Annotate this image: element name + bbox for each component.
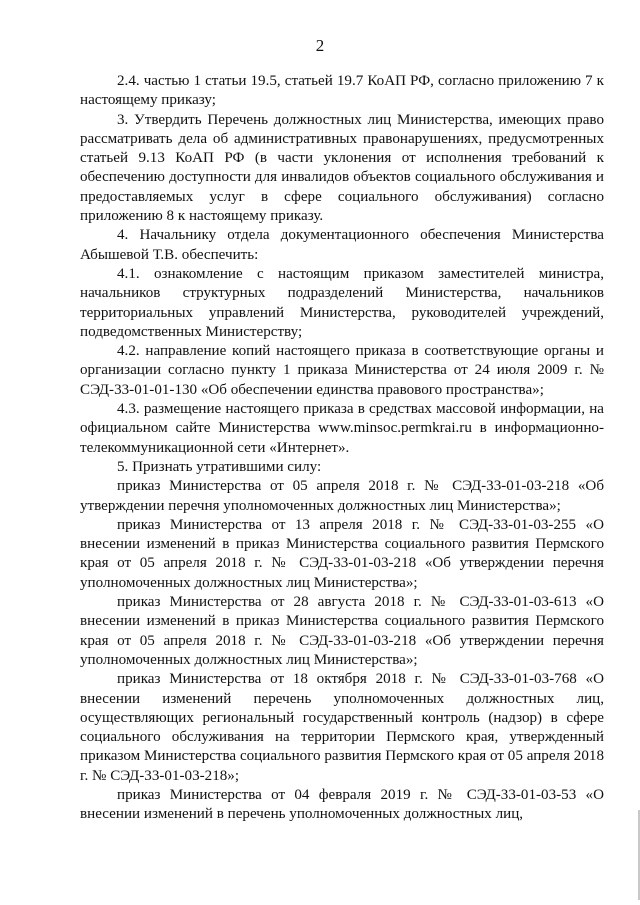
paragraph-4-1: 4.1. ознакомление с настоящим приказом заместителей министра, начальников структурных подразделений Министерства, начальников территориальных управлений Министерства, руководителей учреждений, подведомственных Министерству; (80, 265, 604, 340)
paragraph-5: 5. Признать утратившими силу: (117, 458, 322, 475)
paragraph-4-3: 4.3. размещение настоящего приказа в средствах массовой информации, на официальном сайте Министерства www.minsoc.permkrai.ru в информационно-телекоммуникационной сети «Интернет». (80, 401, 604, 456)
paragraph-4-2: 4.2. направление копий настоящего приказа в соответствующие органы и организации согласно пункту 1 приказа Министерства от 24 июля 2009 г. № СЭД-33-01-01-130 «Об обеспечении единства правового пространства»; (80, 343, 604, 398)
paragraph-2-4: 2.4. частью 1 статьи 19.5, статьей 19.7 КоАП РФ, согласно приложению 7 к настоящему приказу; (80, 73, 604, 109)
repealed-order-3: приказ Министерства от 28 августа 2018 г. № СЭД-33-01-03-613 «О внесении изменений в приказ Министерства социального развития Пермского края от 05 апреля 2018 г. № СЭД-33-01-03-218 «Об утверждении перечня уполномоченных должностных лиц Министерства»; (80, 594, 604, 668)
document-body (80, 72, 604, 825)
paragraph-4: 4. Начальнику отдела документационного обеспечения Министерства Абышевой Т.В. обеспечить: (80, 227, 604, 263)
repealed-order-5: приказ Министерства от 04 февраля 2019 г. № СЭД-33-01-03-53 «О внесении изменений в перечень уполномоченных должностных лиц, (80, 786, 604, 823)
paragraph-3: 3. Утвердить Перечень должностных лиц Министерства, имеющих право рассматривать дела об административных правонарушениях, предусмотренных статьей 9.13 КоАП РФ (в части уклонения от исполнения требований к обеспечению доступности для инвалидов объектов социального обслуживания и предоставляемых услуг в сфере социального обслуживания) согласно приложению 8 к настоящему приказу. (80, 111, 604, 225)
repealed-order-2: приказ Министерства от 13 апреля 2018 г. № СЭД-33-01-03-255 «О внесении изменений в приказ Министерства социального развития Пермского края от 05 апреля 2018 г. № СЭД-33-01-03-218 «Об утверждении перечня уполномоченных должностных лиц Министерства»; (80, 516, 604, 591)
page-number: 2 (315, 36, 325, 55)
repealed-order-4: приказ Министерства от 18 октября 2018 г. № СЭД-33-01-03-768 «О внесении изменений перечень уполномоченных должностных лиц, осуществляющих региональный государственный контроль (надзор) в сфере социального обслуживания на территории Пермского края, утвержденный приказом Министерства социального развития Пермского края от 05 апреля 2018 г. № СЭД-33-01-03-218»; (80, 671, 604, 784)
repealed-order-1: приказ Министерства от 05 апреля 2018 г. № СЭД-33-01-03-218 «Об утверждении перечня уполномоченных должностных лиц Министерства»; (80, 478, 604, 514)
